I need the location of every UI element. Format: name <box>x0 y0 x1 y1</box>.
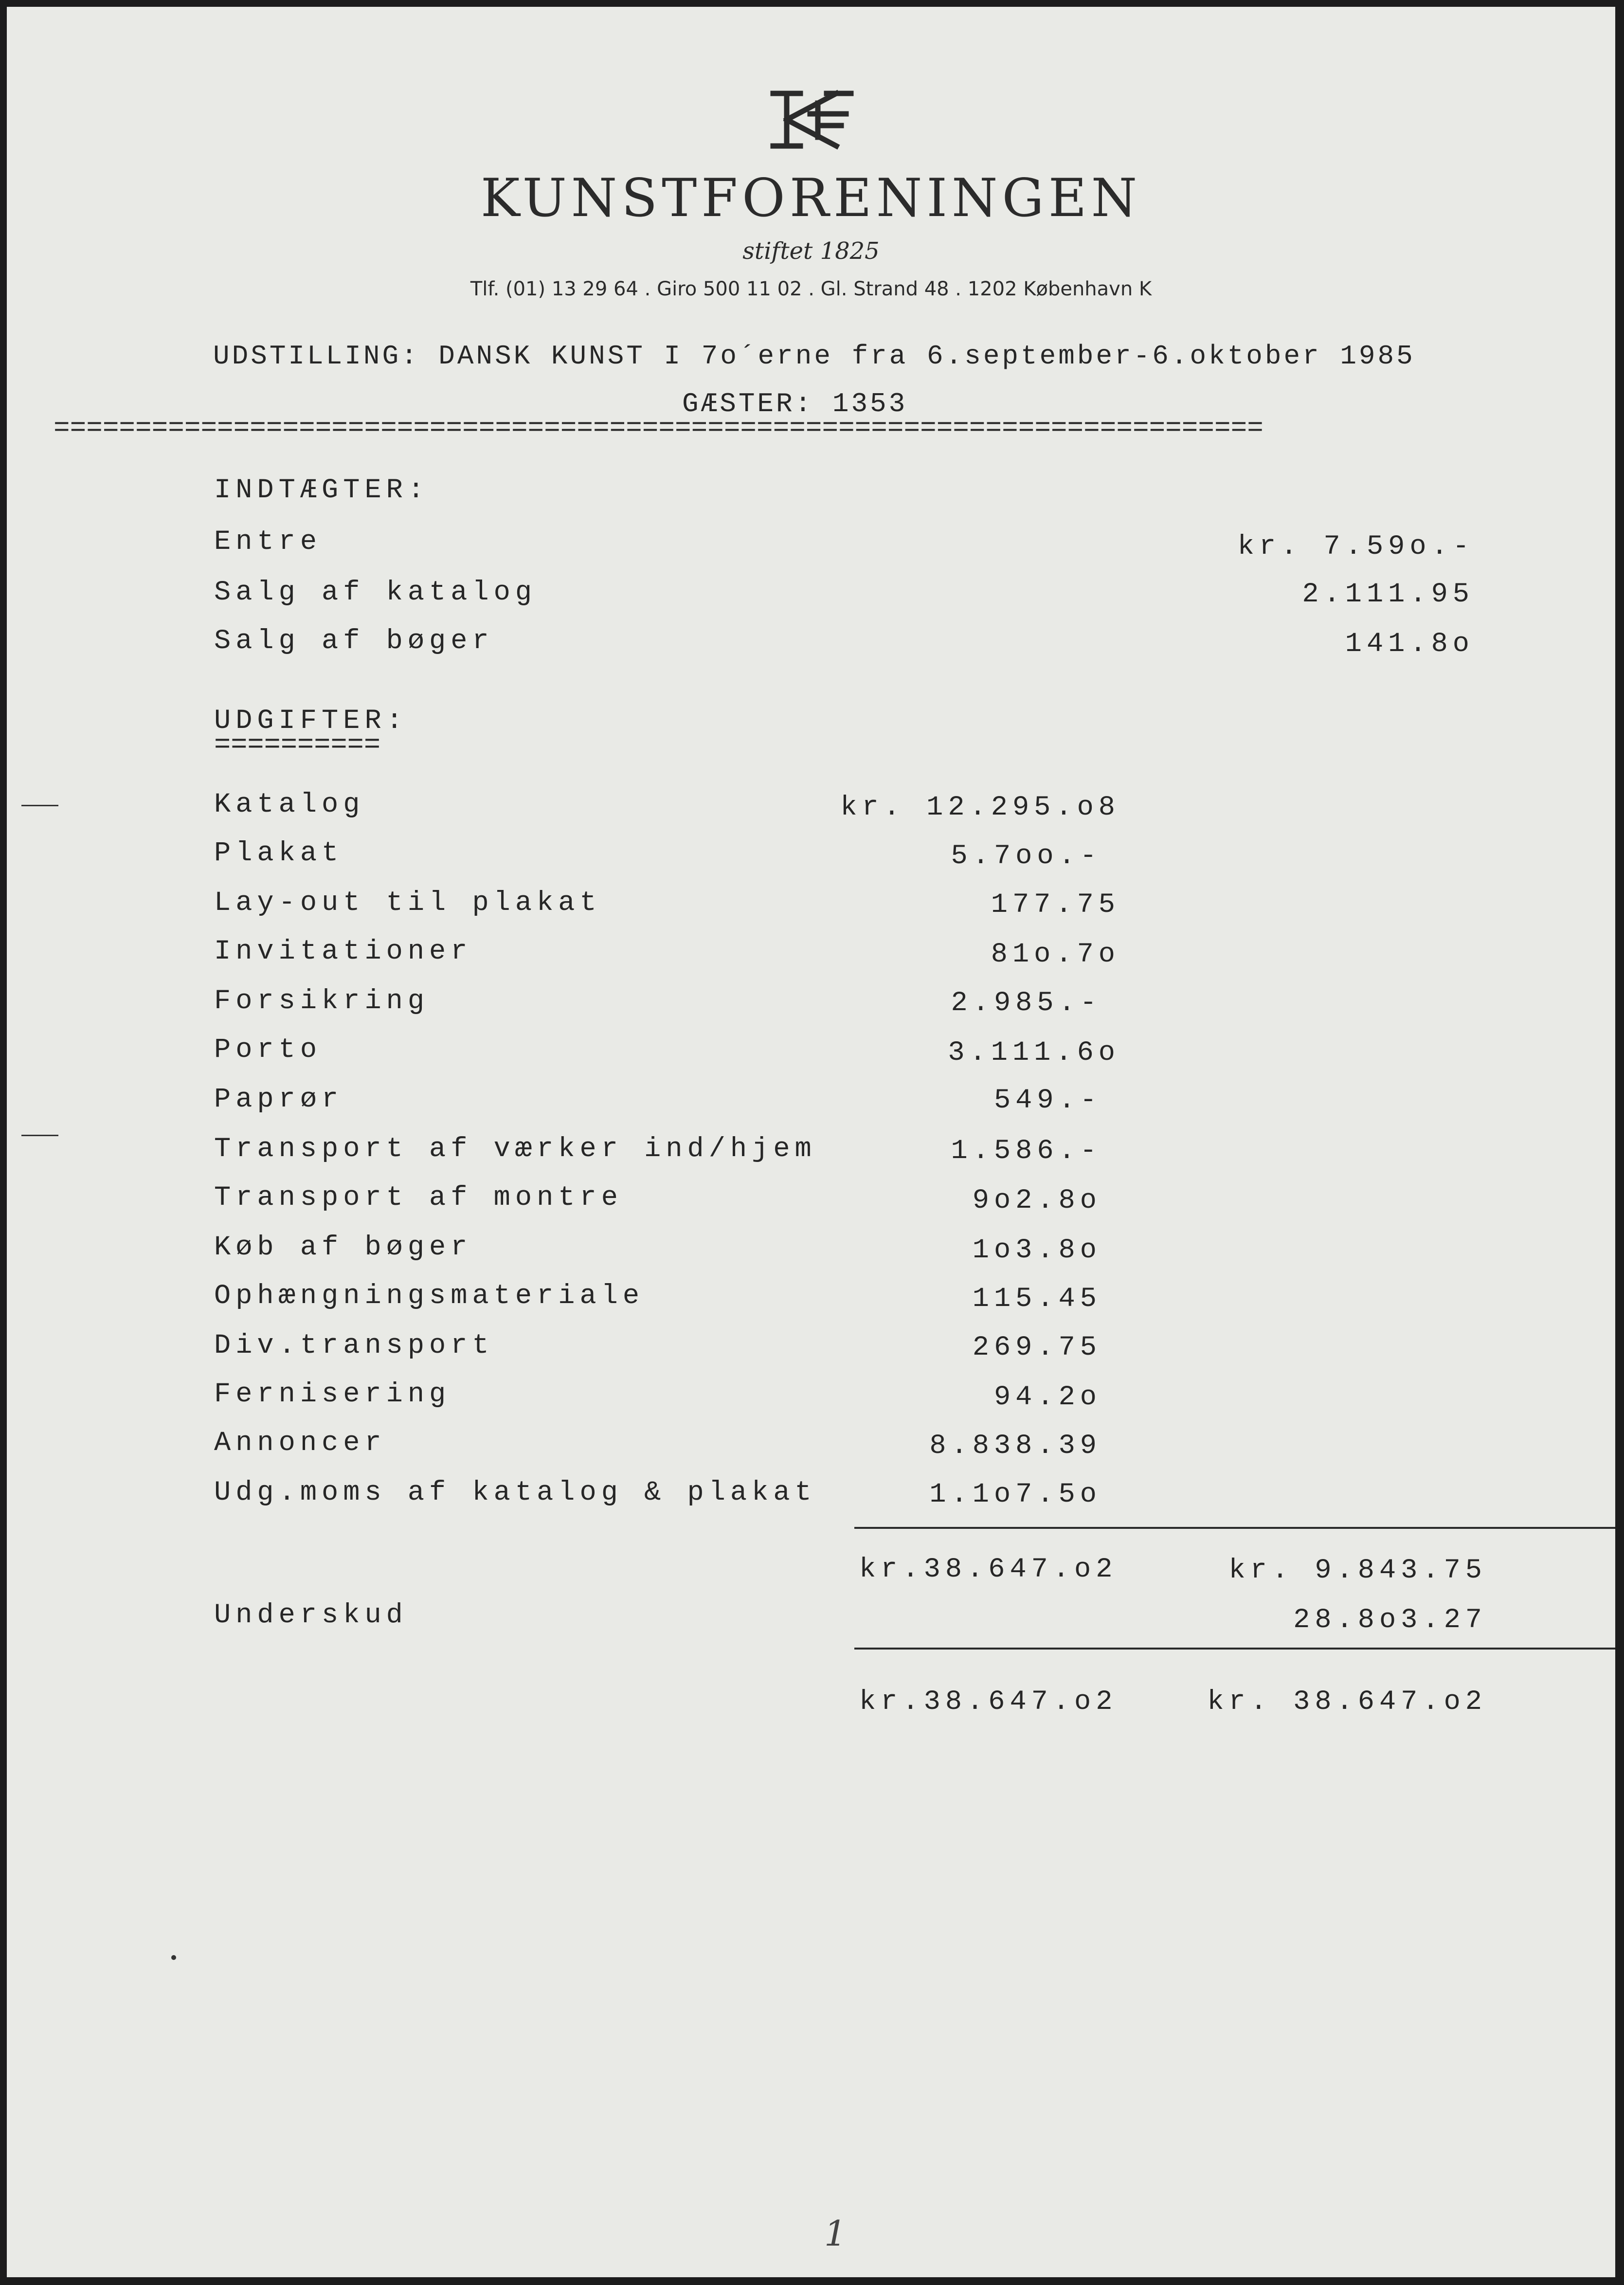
margin-mark <box>21 805 58 806</box>
grand-total-expenses: kr.38.647.o2 <box>859 1687 1118 1718</box>
expense-amount: 9o2.8o <box>972 1185 1101 1216</box>
expenses-heading-underline: ========== <box>214 730 381 761</box>
expense-amount: kr. 12.295.o8 <box>840 792 1120 823</box>
monogram-logo-icon <box>763 84 861 157</box>
expense-amount: 1.1o7.5o <box>929 1479 1101 1510</box>
expense-label: Div.transport <box>214 1330 494 1361</box>
expense-label: Transport af værker ind/hjem <box>214 1134 816 1165</box>
subtotal-income: kr. 9.843.75 <box>1228 1555 1487 1586</box>
page-number: 1 <box>824 2213 847 2254</box>
expense-label: Fernisering <box>214 1379 451 1410</box>
income-heading: INDTÆGTER: <box>214 475 430 506</box>
total-rule <box>854 1648 1615 1650</box>
expense-amount: 115.45 <box>972 1284 1101 1315</box>
income-label-entre: Entre <box>214 526 322 558</box>
expense-label: Invitationer <box>214 936 472 967</box>
expense-amount: 549.- <box>993 1085 1101 1116</box>
expense-label: Katalog <box>214 789 365 820</box>
expense-label: Lay-out til plakat <box>214 888 601 919</box>
income-amount-katalog: 2.111.95 <box>1302 579 1474 610</box>
expense-amount: 1o3.8o <box>972 1235 1101 1266</box>
logo <box>763 84 861 157</box>
founded-line: stiftet 1825 <box>742 237 880 265</box>
income-amount-boger: 141.8o <box>1345 629 1474 660</box>
expense-amount: 3.111.6o <box>948 1037 1120 1069</box>
expense-amount: 1.586.- <box>951 1136 1101 1167</box>
subtotal-rule <box>854 1527 1615 1529</box>
expense-amount: 5.7oo.- <box>951 841 1101 872</box>
expense-label: Forsikring <box>214 986 430 1017</box>
organization-name: KUNSTFORENINGEN <box>480 168 1142 229</box>
expense-label: Transport af montre <box>214 1182 623 1214</box>
expense-amount: 177.75 <box>991 889 1120 921</box>
deficit-label: Underskud <box>214 1600 408 1631</box>
expense-amount: 81o.7o <box>991 939 1120 970</box>
subtotal-expenses: kr.38.647.o2 <box>859 1554 1118 1585</box>
margin-mark <box>21 1135 58 1136</box>
expense-amount: 269.75 <box>972 1332 1101 1363</box>
exhibition-title: UDSTILLING: DANSK KUNST I 7o´erne fra 6.september-6.oktober 1985 <box>213 341 1415 372</box>
document-page <box>7 7 1615 2277</box>
header-separator: ========================================================================== <box>54 413 1263 444</box>
expense-amount: 94.2o <box>993 1382 1101 1413</box>
expense-amount: 8.838.39 <box>929 1431 1101 1462</box>
contact-line: Tlf. (01) 13 29 64 . Giro 500 11 02 . Gl. Strand 48 . 1202 København K <box>470 278 1152 300</box>
grand-total-income: kr. 38.647.o2 <box>1207 1687 1487 1718</box>
expense-label: Porto <box>214 1034 322 1066</box>
expenses-heading: UDGIFTER: <box>214 706 408 737</box>
guest-count: GÆSTER: 1353 <box>682 388 908 419</box>
income-amount-entre: kr. 7.59o.- <box>1237 531 1474 562</box>
income-label-katalog: Salg af katalog <box>214 577 537 608</box>
expense-label: Annoncer <box>214 1428 386 1459</box>
expense-label: Udg.moms af katalog & plakat <box>214 1477 816 1508</box>
income-label-boger: Salg af bøger <box>214 626 494 657</box>
deficit-amount: 28.8o3.27 <box>1293 1605 1487 1636</box>
expense-label: Plakat <box>214 838 343 869</box>
expense-label: Køb af bøger <box>214 1232 472 1263</box>
dot-mark <box>171 1955 176 1960</box>
expense-label: Ophængningsmateriale <box>214 1281 645 1312</box>
expense-label: Paprør <box>214 1084 343 1115</box>
expense-amount: 2.985.- <box>951 988 1101 1019</box>
